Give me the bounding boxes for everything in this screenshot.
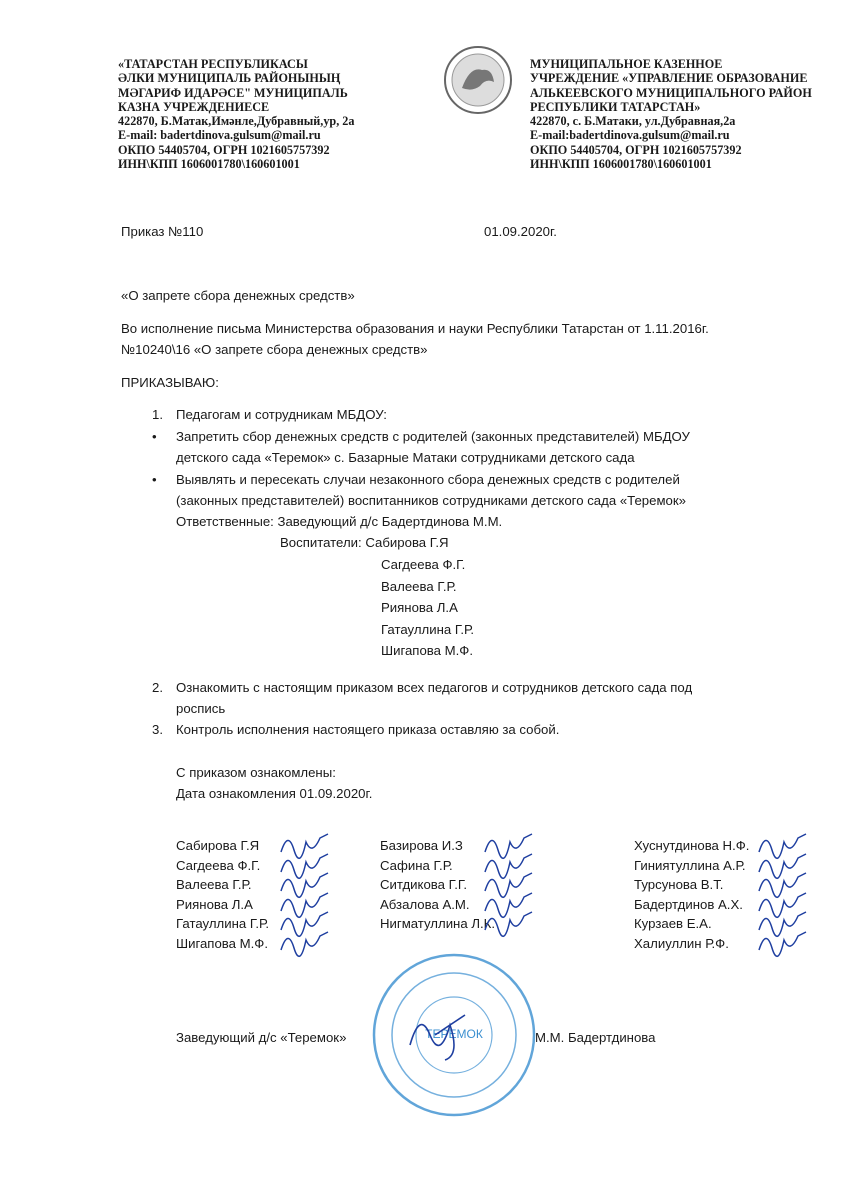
item-number: 2. (152, 680, 163, 695)
order-number: Приказ №110 (121, 224, 204, 239)
header-line: ОКПО 54405704, ОГРН 1021605757392 (118, 142, 330, 157)
header-left (118, 57, 354, 171)
responsible: Ответственные: Заведующий д/с Бадертдинова М.М. (176, 514, 503, 529)
item-number: 3. (152, 722, 163, 737)
order-date: 01.09.2020г. (484, 224, 557, 239)
signatory-name: Халиуллин Р.Ф. (634, 935, 729, 951)
header-line: ИНН\КПП 1606001780\160601001 (530, 157, 712, 172)
signature (480, 906, 540, 940)
signatory-name: Сагдеева Ф.Г. (176, 857, 261, 873)
signatory-name: Шигапова М.Ф. (176, 935, 268, 951)
bullet-text: Запретить сбор денежных средств с родителей (законных представителей) МБДОУ (176, 429, 690, 444)
header-line: 422870, Б.Матак,Имәнле,Дубравный,ур, 2а (118, 114, 355, 129)
head-name: М.М. Бадертдинова (535, 1030, 656, 1045)
signatory-name: Базирова И.З (380, 838, 463, 853)
header-line: МӘГАРИФ ИДАРӘСЕ" МУНИЦИПАЛЬ (118, 85, 348, 100)
preamble-line: №10240\16 «О запрете сбора денежных средств» (121, 342, 428, 357)
signatory-name: Бадертдинов А.Х. (634, 896, 743, 912)
signature (276, 926, 336, 960)
bullet: • (152, 429, 157, 444)
header-line: УЧРЕЖДЕНИЕ «УПРАВЛЕНИЕ ОБРАЗОВАНИЕ (530, 71, 808, 86)
item-text: Педагогам и сотрудникам МБДОУ: (176, 407, 387, 422)
bullet-text: детского сада «Теремок» с. Базарные Матаки сотрудниками детского сада (176, 450, 635, 465)
teacher-name: Гатауллина Г.Р. (381, 621, 475, 637)
signatory-name: Валеева Г.Р. (176, 877, 252, 892)
header-line: РЕСПУБЛИКИ ТАТАРСТАН» (530, 99, 701, 114)
header-line: ӘЛКИ МУНИЦИПАЛЬ РАЙОНЫНЫҢ (118, 71, 341, 86)
item-text: роспись (176, 701, 226, 716)
header-line: «ТАТАРСТАН РЕСПУБЛИКАСЫ (118, 57, 308, 71)
header-line: ИНН\КПП 1606001780\160601001 (118, 157, 300, 172)
signatory-name: Турсунова В.Т. (634, 877, 724, 892)
teachers-label: Воспитатели: Сабирова Г.Я (280, 535, 449, 550)
signature (754, 926, 814, 960)
header-line: АЛЬКЕЕВСКОГО МУНИЦИПАЛЬНОГО РАЙОН (530, 85, 812, 100)
bullet: • (152, 472, 157, 487)
item-text: Ознакомить с настоящим приказом всех педагогов и сотрудников детского сада под (176, 680, 693, 695)
signatory-name: Гиниятуллина А.Р. (634, 857, 746, 873)
signatory-name: Сабирова Г.Я (176, 838, 260, 853)
signatory-name: Риянова Л.А (176, 896, 253, 912)
signatory-name: Ситдикова Г.Г. (380, 877, 468, 892)
signatory-name: Хуснутдинова Н.Ф. (634, 838, 750, 853)
teacher-name: Риянова Л.А (381, 600, 458, 615)
header-line: E-mail: badertdinova.gulsum@mail.ru (118, 128, 321, 143)
acquainted-date: Дата ознакомления 01.09.2020г. (176, 786, 373, 801)
bullet-text: (законных представителей) воспитанников сотрудниками детского сада «Теремок» (176, 493, 686, 508)
item-number: 1. (152, 407, 163, 422)
tatarstan-emblem-icon (436, 44, 520, 116)
head-signature (400, 1005, 480, 1065)
teacher-name: Сагдеева Ф.Г. (381, 557, 466, 572)
order-word: ПРИКАЗЫВАЮ: (121, 375, 219, 390)
teacher-name: Шигапова М.Ф. (381, 643, 473, 658)
item-text: Контроль исполнения настоящего приказа оставляю за собой. (176, 722, 560, 737)
order-title: «О запрете сбора денежных средств» (121, 288, 355, 303)
header-right (530, 57, 812, 171)
header-line: МУНИЦИПАЛЬНОЕ КАЗЕННОЕ (530, 57, 723, 71)
preamble-line: Во исполнение письма Министерства образования и науки Республики Татарстан от 1.11.2016г. (121, 321, 709, 336)
acquainted-label: С приказом ознакомлены: (176, 765, 336, 780)
signatory-name: Сафина Г.Р. (380, 857, 453, 873)
signatory-name: Гатауллина Г.Р. (176, 916, 270, 931)
head-title: Заведующий д/с «Теремок» (176, 1030, 347, 1045)
header-line: E-mail:badertdinova.gulsum@mail.ru (530, 128, 730, 143)
header-line: 422870, с. Б.Матаки, ул.Дубравная,2а (530, 114, 736, 129)
header-line: ОКПО 54405704, ОГРН 1021605757392 (530, 142, 742, 157)
bullet-text: Выявлять и пересекать случаи незаконного сбора денежных средств с родителей (176, 472, 680, 487)
teacher-name: Валеева Г.Р. (381, 578, 457, 594)
signatory-name: Абзалова А.М. (380, 896, 470, 912)
signatory-name: Нигматуллина Л.К. (380, 916, 496, 931)
stamp-text: ТЕРЕМОК (425, 1027, 483, 1041)
signatory-name: Курзаев Е.А. (634, 916, 712, 931)
header-line: КАЗНА УЧРЕЖДЕНИЕСЕ (118, 99, 270, 114)
